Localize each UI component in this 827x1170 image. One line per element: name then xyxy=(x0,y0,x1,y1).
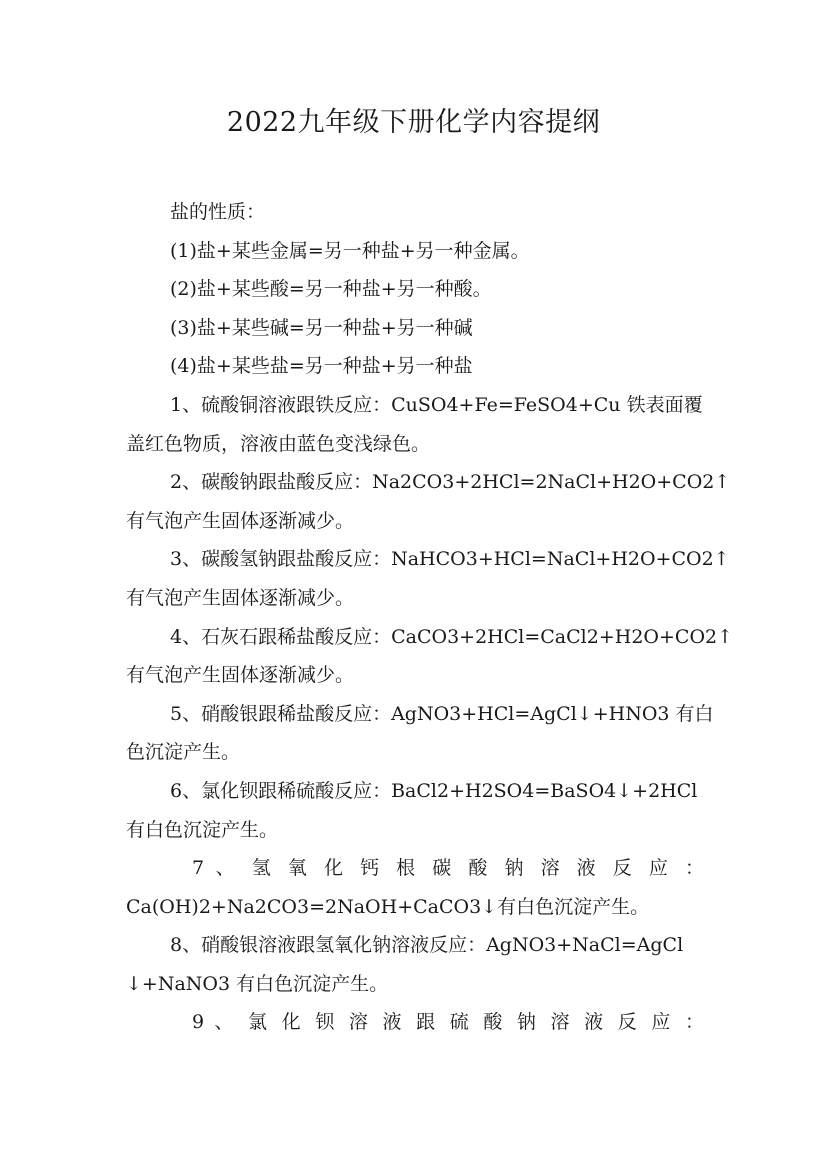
document-title: 2022九年级下册化学内容提纲 xyxy=(226,107,601,138)
text-line: 1、硫酸铜溶液跟铁反应：CuSO4+Fe=FeSO4+Cu 铁表面覆 xyxy=(170,393,703,416)
text-line: 3、碳酸氢钠跟盐酸反应：NaHCO3+HCl=NaCl+H2O+CO2↑ xyxy=(170,548,730,571)
text-line: 有白色沉淀产生。 xyxy=(126,818,279,841)
text-line: (2)盐+某些酸=另一种盐+另一种酸。 xyxy=(170,278,492,301)
text-line: 有气泡产生固体逐渐减少。 xyxy=(126,664,355,687)
text-line: Ca(OH)2+Na2CO3=2NaOH+CaCO3↓有白色沉淀产生。 xyxy=(126,895,650,918)
text-line: 有气泡产生固体逐渐减少。 xyxy=(126,586,355,609)
text-line: 有气泡产生固体逐渐减少。 xyxy=(126,509,355,532)
text-line: (1)盐+某些金属=另一种盐+另一种金属。 xyxy=(170,239,530,262)
text-line: 7 、 氢 氧 化 钙 根 碳 酸 钠 溶 液 反 应 ： xyxy=(192,857,704,880)
text-line: (4)盐+某些盐=另一种盐+另一种盐 xyxy=(170,355,473,378)
text-line: 9 、 氯 化 钡 溶 液 跟 硫 酸 钠 溶 液 反 应 ： xyxy=(192,1011,704,1034)
text-line: 2、碳酸钠跟盐酸反应：Na2CO3+2HCl=2NaCl+H2O+CO2↑ xyxy=(170,471,731,494)
text-line: ↓+NaNO3 有白色沉淀产生。 xyxy=(126,972,389,995)
text-line: 盖红色物质，溶液由蓝色变浅绿色。 xyxy=(126,432,431,455)
text-line: 盐的性质： xyxy=(170,201,266,223)
text-line: 6、氯化钡跟稀硫酸反应：BaCl2+H2SO4=BaSO4↓+2HCl xyxy=(170,779,698,802)
text-line: 4、石灰石跟稀盐酸反应：CaCO3+2HCl=CaCl2+H2O+CO2↑ xyxy=(170,625,734,648)
text-line: 8、硝酸银溶液跟氢氧化钠溶液反应：AgNO3+NaCl=AgCl xyxy=(170,934,684,957)
text-line: 5、硝酸银跟稀盐酸反应：AgNO3+HCl=AgCl↓+HNO3 有白 xyxy=(170,702,714,725)
document-body xyxy=(126,193,734,1042)
text-line: 色沉淀产生。 xyxy=(126,741,241,764)
text-line: (3)盐+某些碱=另一种盐+另一种碱 xyxy=(170,316,473,339)
